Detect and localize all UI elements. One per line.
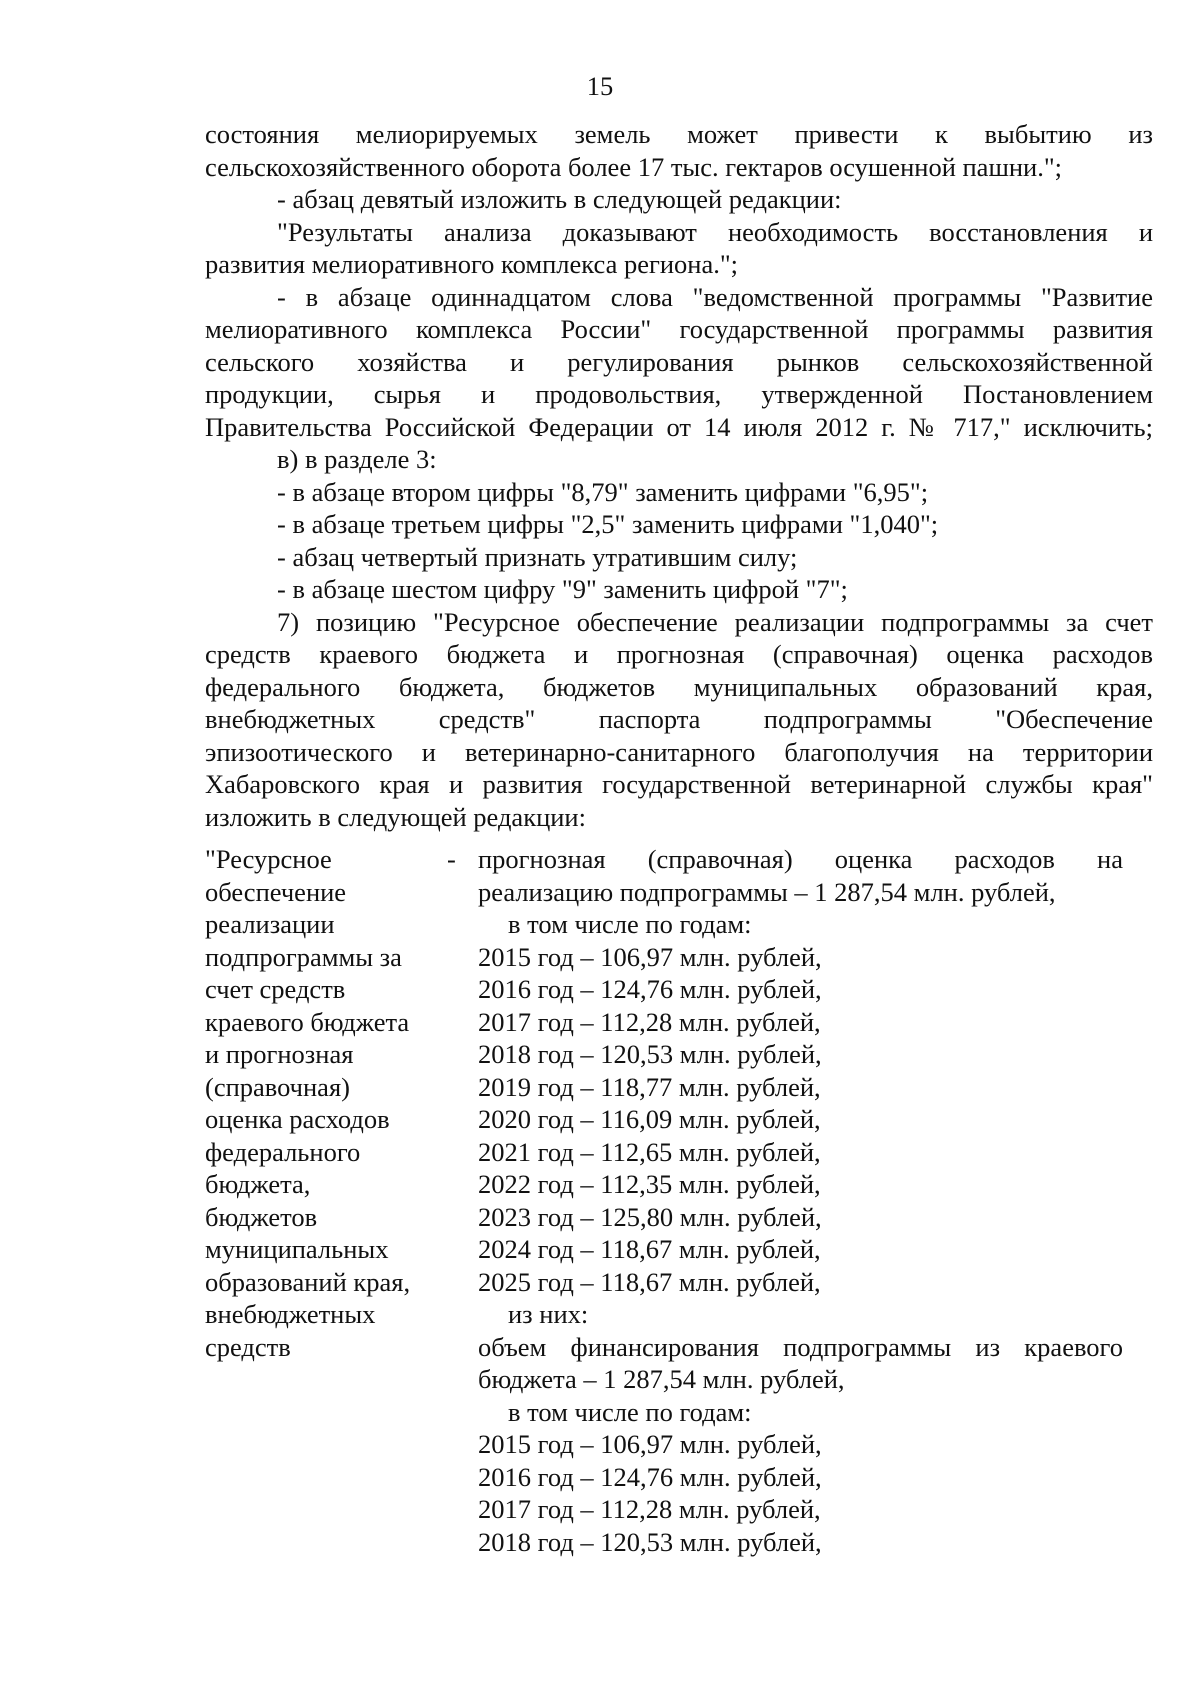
text-line: продукции, сырья и продовольствия, утвержденной Постановлением bbox=[205, 379, 1153, 409]
resource-label-line: бюджетов bbox=[205, 1201, 318, 1232]
text-line: Хабаровского края и развития государственной ветеринарной службы края" bbox=[205, 769, 1153, 799]
text-line: развития мелиоративного комплекса региона."; bbox=[205, 249, 739, 279]
resource-value-line: 2017 год – 112,28 млн. рублей, bbox=[478, 1006, 821, 1037]
resource-value-line: 2015 год – 106,97 млн. рублей, bbox=[478, 941, 822, 972]
resource-value-line: 2024 год – 118,67 млн. рублей, bbox=[478, 1234, 821, 1264]
resource-label-line: реализации bbox=[205, 909, 335, 939]
resource-value-line: 2025 год – 118,67 млн. рублей, bbox=[478, 1266, 821, 1297]
text-line: - в абзаце втором цифры "8,79" заменить цифрами "6,95"; bbox=[277, 476, 929, 507]
resource-label-line: муниципальных bbox=[205, 1234, 389, 1264]
resource-value-line: 2016 год – 124,76 млн. рублей, bbox=[478, 1461, 822, 1492]
resource-label-column bbox=[205, 843, 445, 1363]
resource-value-line: реализацию подпрограммы – 1 287,54 млн. рублей, bbox=[478, 876, 1056, 907]
text-line: Правительства Российской Федерации от 14 июля 2012 г. № 717," исключить; bbox=[205, 411, 1153, 442]
text-line: - в абзаце одиннадцатом слова "ведомственной программы "Развитие bbox=[277, 281, 1153, 312]
text-line: изложить в следующей редакции: bbox=[205, 801, 586, 832]
resource-label-line: бюджета, bbox=[205, 1169, 311, 1199]
resource-label-line: подпрограммы за bbox=[205, 941, 402, 972]
resource-label-line: обеспечение bbox=[205, 876, 347, 907]
resource-label-line: средств bbox=[205, 1331, 291, 1362]
resource-value-line: 2021 год – 112,65 млн. рублей, bbox=[478, 1136, 821, 1167]
resource-dash: - bbox=[447, 844, 456, 874]
text-line: состояния мелиорируемых земель может привести к выбытию из bbox=[205, 119, 1153, 149]
resource-value-line: 2018 год – 120,53 млн. рублей, bbox=[478, 1039, 822, 1069]
resource-value-line: в том числе по годам: bbox=[508, 1396, 752, 1427]
resource-value-line: из них: bbox=[508, 1299, 589, 1329]
amendment-text bbox=[205, 118, 1153, 833]
text-line: сельского хозяйства и регулирования рынков сельскохозяйственной bbox=[205, 346, 1153, 377]
resource-label-line: (справочная) bbox=[205, 1071, 350, 1102]
text-line: мелиоративного комплекса России" государственной программы развития bbox=[205, 314, 1153, 344]
resource-value-line: 2019 год – 118,77 млн. рублей, bbox=[478, 1071, 821, 1102]
text-line: 7) позицию "Ресурсное обеспечение реализации подпрограммы за счет bbox=[277, 606, 1153, 637]
text-line: - в абзаце шестом цифру "9" заменить цифрой "7"; bbox=[277, 574, 848, 604]
resource-value-line: объем финансирования подпрограммы из краевого bbox=[478, 1331, 1123, 1362]
text-line: эпизоотического и ветеринарно-санитарного благополучия на территории bbox=[205, 736, 1153, 767]
resource-value-line: 2020 год – 116,09 млн. рублей, bbox=[478, 1104, 821, 1134]
page-number: 15 bbox=[586, 71, 614, 101]
resource-label-line: счет средств bbox=[205, 974, 346, 1004]
text-line: - абзац четвертый признать утратившим силу; bbox=[277, 541, 798, 572]
resource-label-line: федерального bbox=[205, 1136, 361, 1167]
text-line: - абзац девятый изложить в следующей редакции: bbox=[277, 184, 842, 214]
resource-label-line: и прогнозная bbox=[205, 1039, 354, 1069]
resource-label-line: краевого бюджета bbox=[205, 1006, 410, 1037]
resource-value-line: 2015 год – 106,97 млн. рублей, bbox=[478, 1429, 822, 1459]
resource-label-line: внебюджетных bbox=[205, 1299, 376, 1329]
resource-label-line: оценка расходов bbox=[205, 1104, 390, 1134]
resource-value-line: 2022 год – 112,35 млн. рублей, bbox=[478, 1169, 821, 1199]
text-line: в) в разделе 3: bbox=[277, 444, 437, 474]
text-line: - в абзаце третьем цифры "2,5" заменить цифрами "1,040"; bbox=[277, 509, 939, 539]
text-line: средств краевого бюджета и прогнозная (справочная) оценка расходов bbox=[205, 639, 1153, 669]
resource-value-line: 2017 год – 112,28 млн. рублей, bbox=[478, 1494, 821, 1524]
resource-label-line: образований края, bbox=[205, 1266, 411, 1297]
text-line: федерального бюджета, бюджетов муниципальных образований края, bbox=[205, 671, 1153, 702]
resource-value-line: 2016 год – 124,76 млн. рублей, bbox=[478, 974, 822, 1004]
resource-value-line: 2018 год – 120,53 млн. рублей, bbox=[478, 1526, 822, 1557]
resource-value-line: в том числе по годам: bbox=[508, 909, 752, 939]
text-line: "Результаты анализа доказывают необходимость восстановления и bbox=[277, 216, 1153, 247]
resource-value-line: прогнозная (справочная) оценка расходов на bbox=[478, 844, 1123, 874]
resource-value-line: бюджета – 1 287,54 млн. рублей, bbox=[478, 1364, 845, 1394]
resource-value-column bbox=[478, 843, 1123, 1558]
resource-value-line: 2023 год – 125,80 млн. рублей, bbox=[478, 1201, 822, 1232]
text-line: внебюджетных средств" паспорта подпрограммы "Обеспечение bbox=[205, 704, 1153, 734]
resource-label-line: "Ресурсное bbox=[205, 844, 332, 874]
text-line: сельскохозяйственного оборота более 17 тыс. гектаров осушенной пашни."; bbox=[205, 151, 1063, 182]
